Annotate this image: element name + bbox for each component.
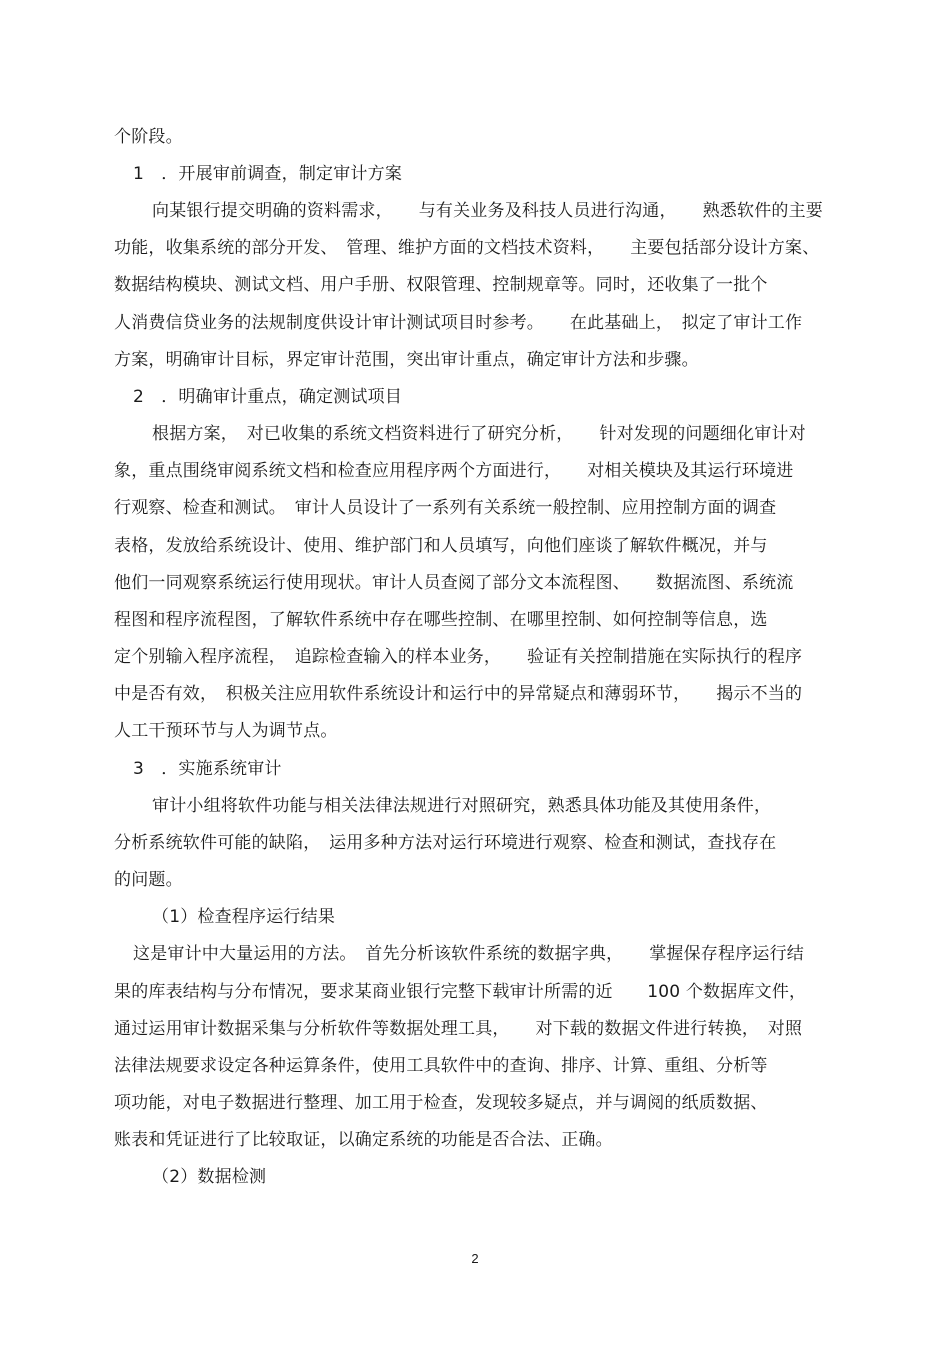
paragraph-line: 功能，收集系统的部分开发、 管理、维护方面的文档技术资料， 主要包括部分设计方案、	[114, 238, 820, 258]
paragraph-line: 法律法规要求设定各种运算条件，使用工具软件中的查询、排序、计算、重组、分析等	[114, 1056, 768, 1076]
paragraph-line: 数据结构模块、测试文档、用户手册、权限管理、控制规章等。同时，还收集了一批个	[114, 275, 768, 295]
section-heading: 1 ．开展审前调查，制定审计方案	[133, 164, 403, 184]
paragraph-line: 人工干预环节与人为调节点。	[114, 721, 338, 741]
paragraph-line: 的问题。	[114, 870, 183, 890]
paragraph-line: 通过运用审计数据采集与分析软件等数据处理工具， 对下载的数据文件进行转换， 对照	[114, 1019, 803, 1039]
paragraph-line: 人消费信贷业务的法规制度供设计审计测试项目时参考。 在此基础上， 拟定了审计工作	[114, 313, 803, 333]
subsection-heading: （2）数据检测	[152, 1167, 267, 1187]
subsection-heading: （1）检查程序运行结果	[152, 907, 336, 927]
paragraph-line: 行观察、检查和测试。 审计人员设计了一系列有关系统一般控制、应用控制方面的调查	[114, 498, 777, 518]
paragraph-line: 账表和凭证进行了比较取证，以确定系统的功能是否合法、正确。	[114, 1130, 613, 1150]
paragraph-line: 审计小组将软件功能与相关法律法规进行对照研究，熟悉具体功能及其使用条件，	[152, 796, 772, 816]
paragraph-line: 向某银行提交明确的资料需求， 与有关业务及科技人员进行沟通， 熟悉软件的主要	[152, 201, 823, 221]
page-number: 2	[471, 1251, 479, 1266]
paragraph-line: 中是否有效， 积极关注应用软件系统设计和运行中的异常疑点和薄弱环节， 揭示不当的	[114, 684, 803, 704]
paragraph-line: 个阶段。	[114, 127, 183, 147]
paragraph-line: 方案，明确审计目标，界定审计范围，突出审计重点，确定审计方法和步骤。	[114, 350, 699, 370]
paragraph-line: 这是审计中大量运用的方法。 首先分析该软件系统的数据字典， 掌握保存程序运行结	[133, 944, 804, 964]
section-heading: 3 ．实施系统审计	[133, 759, 282, 779]
paragraph-line: 他们一同观察系统运行使用现状。审计人员查阅了部分文本流程图、 数据流图、系统流	[114, 573, 794, 593]
paragraph-line: 分析系统软件可能的缺陷， 运用多种方法对运行环境进行观察、检查和测试，查找存在	[114, 833, 777, 853]
paragraph-line: 项功能，对电子数据进行整理、加工用于检查，发现较多疑点，并与调阅的纸质数据、	[114, 1093, 768, 1113]
paragraph-line: 表格，发放给系统设计、使用、维护部门和人员填写，向他们座谈了解软件概况，并与	[114, 536, 768, 556]
section-heading: 2 ．明确审计重点，确定测试项目	[133, 387, 403, 407]
paragraph-line: 定个别输入程序流程， 追踪检查输入的样本业务， 验证有关控制措施在实际执行的程序	[114, 647, 803, 667]
paragraph-line: 果的库表结构与分布情况，要求某商业银行完整下载审计所需的近 100 个数据库文件，	[114, 982, 807, 1002]
paragraph-line: 象，重点围绕审阅系统文档和检查应用程序两个方面进行， 对相关模块及其运行环境进	[114, 461, 794, 481]
paragraph-line: 根据方案， 对已收集的系统文档资料进行了研究分析， 针对发现的问题细化审计对	[152, 424, 806, 444]
paragraph-line: 程图和程序流程图，了解软件系统中存在哪些控制、在哪里控制、如何控制等信息，选	[114, 610, 768, 630]
